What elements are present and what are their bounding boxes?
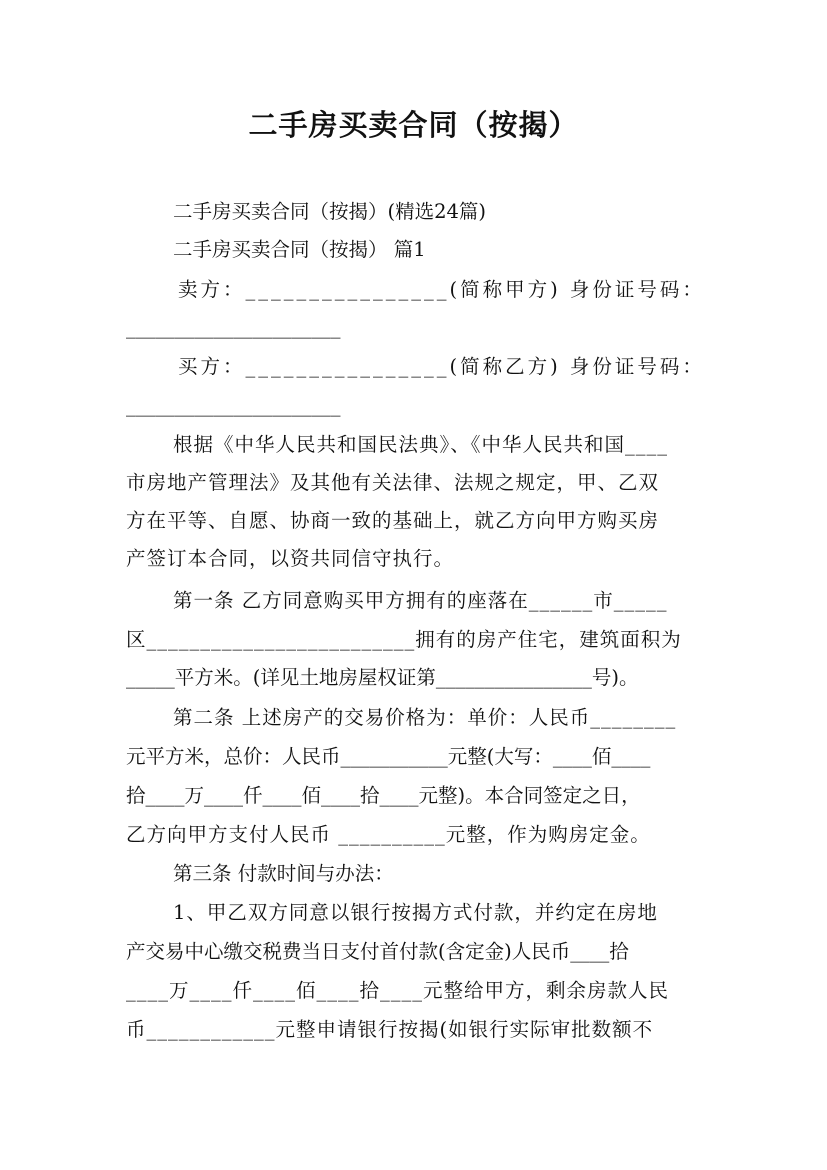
article-3-heading: 第三条 付款时间与办法： (173, 862, 394, 885)
buyer-line: 买方：________________(简称乙方) 身份证号码： (178, 355, 705, 378)
seller-line: 卖方：________________(简称甲方) 身份证号码： (178, 278, 705, 301)
subtitle-line: 二手房买卖合同（按揭）(精选24篇) (173, 200, 487, 223)
article-2-line: 第二条 上述房产的交易价格为：单价：人民币________ (173, 706, 677, 729)
article-2-line: 元平方米，总价：人民币___________元整(大写：____佰____ (126, 745, 651, 768)
paragraph-line: 根据《中华人民共和国民法典》、《中华人民共和国____ (173, 433, 669, 456)
seller-id-blank: ______________________ (126, 316, 341, 339)
article-3-line: 1、甲乙双方同意以银行按揭方式付款，并约定在房地 (173, 901, 658, 924)
section-heading: 二手房买卖合同（按揭） 篇1 (173, 238, 426, 261)
paragraph-line: 产签订本合同，以资共同信守执行。 (126, 547, 455, 570)
article-1-line: 区_________________________拥有的房产住宅，建筑面积为 (126, 628, 682, 651)
article-1-line: _____平方米。(详见土地房屋权证第________________号)。 (126, 666, 639, 689)
paragraph-line: 方在平等、自愿、协商一致的基础上，就乙方向甲方购买房 (126, 509, 660, 532)
document-title: 二手房买卖合同（按揭） (248, 108, 579, 142)
article-2-line: 拾____万____仟____佰____拾____元整)。本合同签定之日， (126, 784, 641, 807)
paragraph-line: 市房地产管理法》及其他有关法律、法规之规定，甲、乙双 (126, 471, 660, 494)
article-1-line: 第一条 乙方同意购买甲方拥有的座落在______市_____ (173, 589, 668, 612)
article-3-line: 产交易中心缴交税费当日支付首付款(含定金)人民币____拾 (126, 940, 629, 963)
article-3-line: 币____________元整申请银行按揭(如银行实际审批数额不 (126, 1018, 654, 1041)
article-3-line: ____万____仟____佰____拾____元整给甲方，剩余房款人民 (126, 979, 670, 1002)
buyer-id-blank: ______________________ (126, 394, 341, 417)
article-2-line: 乙方向甲方支付人民币 __________元整，作为购房定金。 (126, 823, 651, 846)
